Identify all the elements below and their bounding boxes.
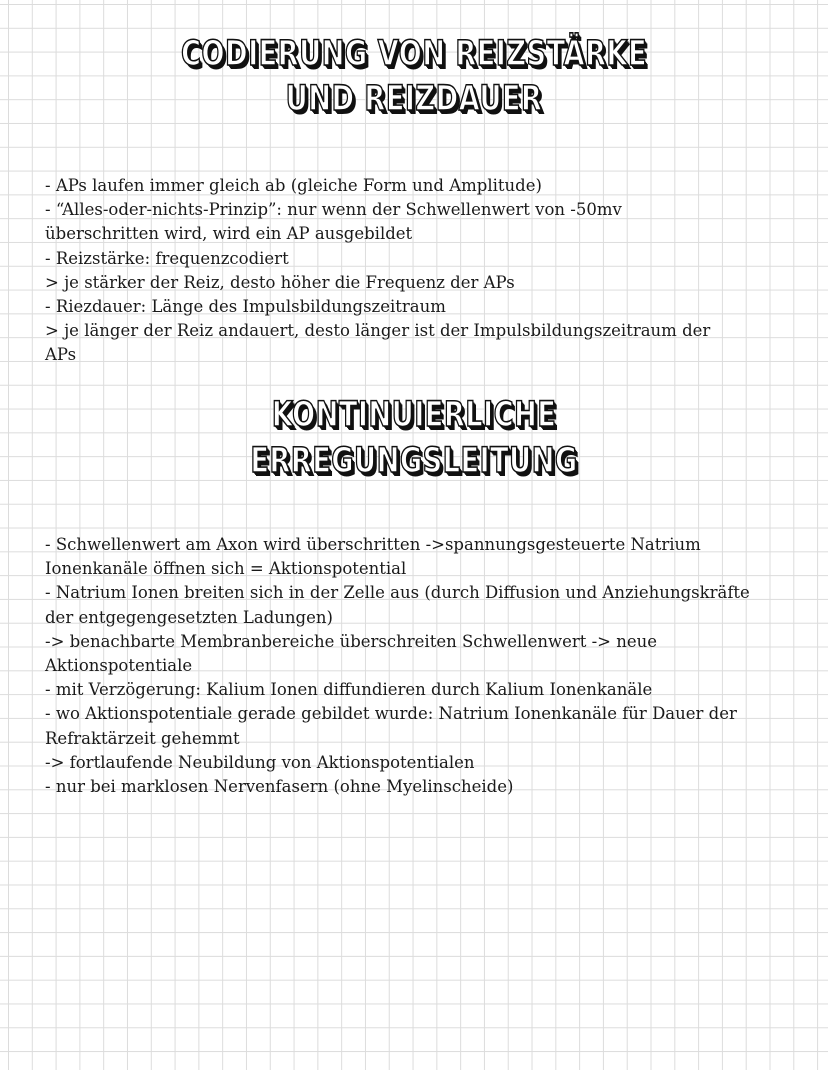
text-line: - mit Verzögerung: Kalium Ionen diffundieren durch Kalium Ionenkanäle — [45, 680, 653, 700]
heading-line: ERREGUNGSLEITUNG — [250, 441, 578, 481]
heading-codierung — [0, 32, 828, 122]
text-line: - APs laufen immer gleich ab (gleiche Form und Amplitude) — [45, 176, 542, 195]
text-line: - Schwellenwert am Axon wird überschritten ->spannungsgesteuerte Natrium — [45, 535, 701, 554]
text-line: Aktionspotentiale — [45, 656, 193, 676]
text-line: > je länger der Reiz andauert, desto länger ist der Impulsbildungszeitraum der — [45, 321, 711, 341]
text-line: - Natrium Ionen breiten sich in der Zelle aus (durch Diffusion und Anziehungskräfte — [45, 583, 750, 603]
section-codierung-text — [45, 174, 805, 368]
text-line: - nur bei marklosen Nervenfasern (ohne Myelinscheide) — [45, 777, 514, 797]
section-erregungsleitung-text — [45, 533, 805, 799]
text-line: APs — [45, 345, 77, 365]
heading-erregungsleitung — [0, 392, 828, 484]
text-line: Ionenkanäle öffnen sich = Aktionspotential — [45, 559, 407, 579]
text-line: - wo Aktionspotentiale gerade gebildet wurde: Natrium Ionenkanäle für Dauer der — [45, 704, 737, 724]
text-line: - “Alles-oder-nichts-Prinzip”: nur wenn der Schwellenwert von -50mv — [45, 200, 622, 220]
text-line: > je stärker der Reiz, desto höher die Frequenz der APs — [45, 272, 515, 292]
text-line: Refraktärzeit gehemmt — [45, 728, 240, 748]
heading-line: UND REIZDAUER — [285, 79, 543, 119]
text-line: - Riezdauer: Länge des Impulsbildungszeitraum — [45, 297, 446, 317]
heading-line: KONTINUIERLICHE — [271, 395, 557, 435]
text-line: -> benachbarte Membranbereiche überschreiten Schwellenwert -> neue — [45, 631, 658, 651]
text-line: überschritten wird, wird ein AP ausgebildet — [45, 224, 413, 244]
text-line: -> fortlaufende Neubildung von Aktionspotentialen — [45, 752, 475, 772]
text-line: der entgegengesetzten Ladungen) — [45, 607, 333, 627]
heading-line: CODIERUNG VON REIZSTÄRKE — [181, 34, 647, 74]
text-line: - Reizstärke: frequenzcodiert — [45, 248, 289, 268]
